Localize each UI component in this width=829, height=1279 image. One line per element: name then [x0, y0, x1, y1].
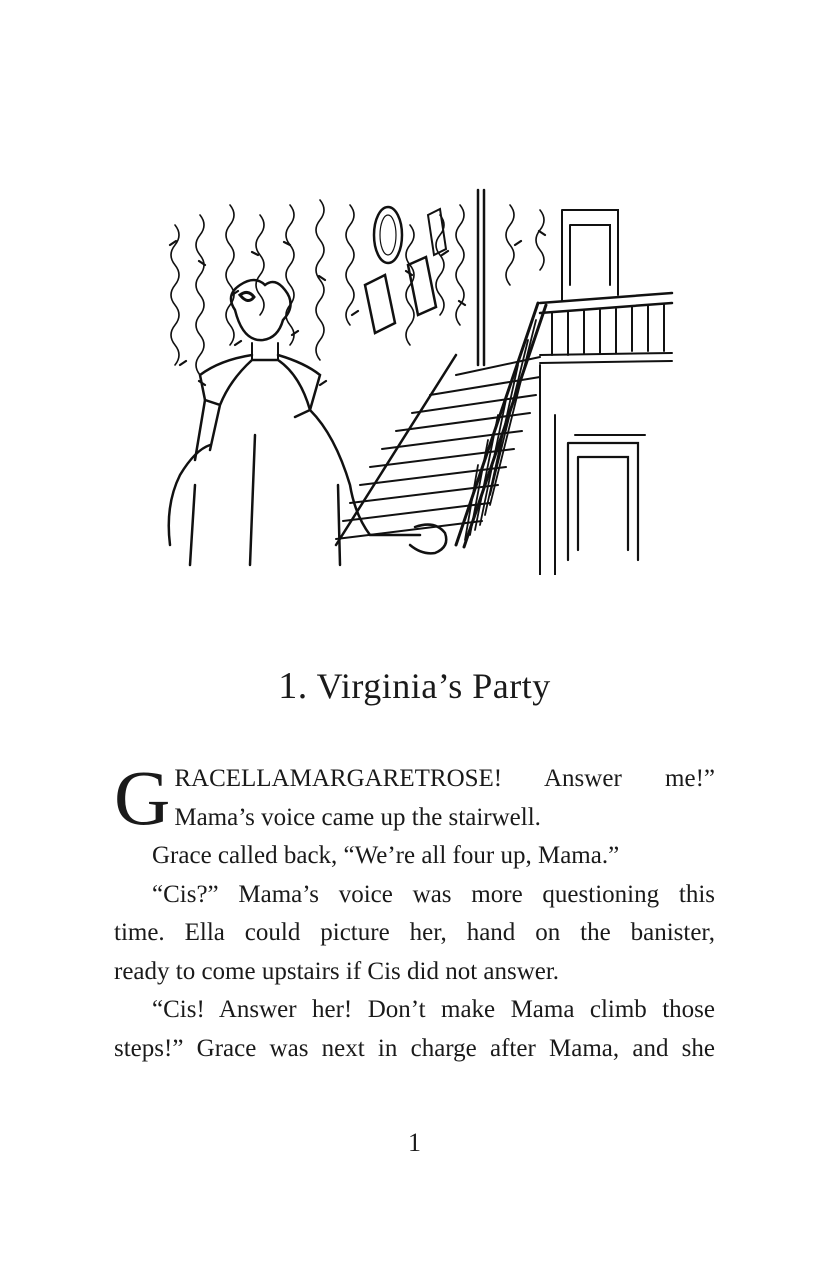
page-number: 1	[408, 1128, 421, 1157]
woman-figure	[169, 280, 447, 565]
lower-door	[568, 443, 638, 560]
text-line: steps!” Grace was next in charge after Mama, and she	[114, 1034, 715, 1062]
chapter-title	[0, 664, 829, 708]
paragraph-3	[114, 876, 715, 992]
wallpaper-pattern	[170, 200, 545, 385]
text-line: time. Ella could picture her, hand on the banister,	[114, 919, 715, 946]
picture-frame	[408, 257, 436, 315]
text-line: ready to come upstairs if Cis did not answer.	[114, 957, 560, 985]
paragraph-1	[114, 754, 715, 841]
chapter-body	[114, 754, 715, 1068]
text-line: RACELLAMARGARETROSE! Answer me!”	[174, 765, 715, 792]
paragraph-4	[114, 991, 715, 1068]
chapter-illustration	[160, 185, 680, 575]
drop-cap: G	[114, 754, 171, 841]
text-line: “Cis! Answer her! Don’t make Mama climb those	[152, 996, 715, 1023]
landing-railing	[540, 293, 672, 313]
chapter-name: Virginia’s Party	[316, 666, 551, 707]
chapter-number: 1.	[278, 665, 308, 708]
text-line: Mama’s voice came up the stairwell.	[174, 803, 541, 831]
text-line: Grace called back, “We’re all four up, Mama.”	[152, 842, 620, 869]
text-line: “Cis?” Mama’s voice was more questioning this	[152, 880, 715, 908]
paragraph-2	[114, 837, 715, 876]
picture-frame	[365, 275, 395, 333]
upper-door	[562, 210, 618, 300]
